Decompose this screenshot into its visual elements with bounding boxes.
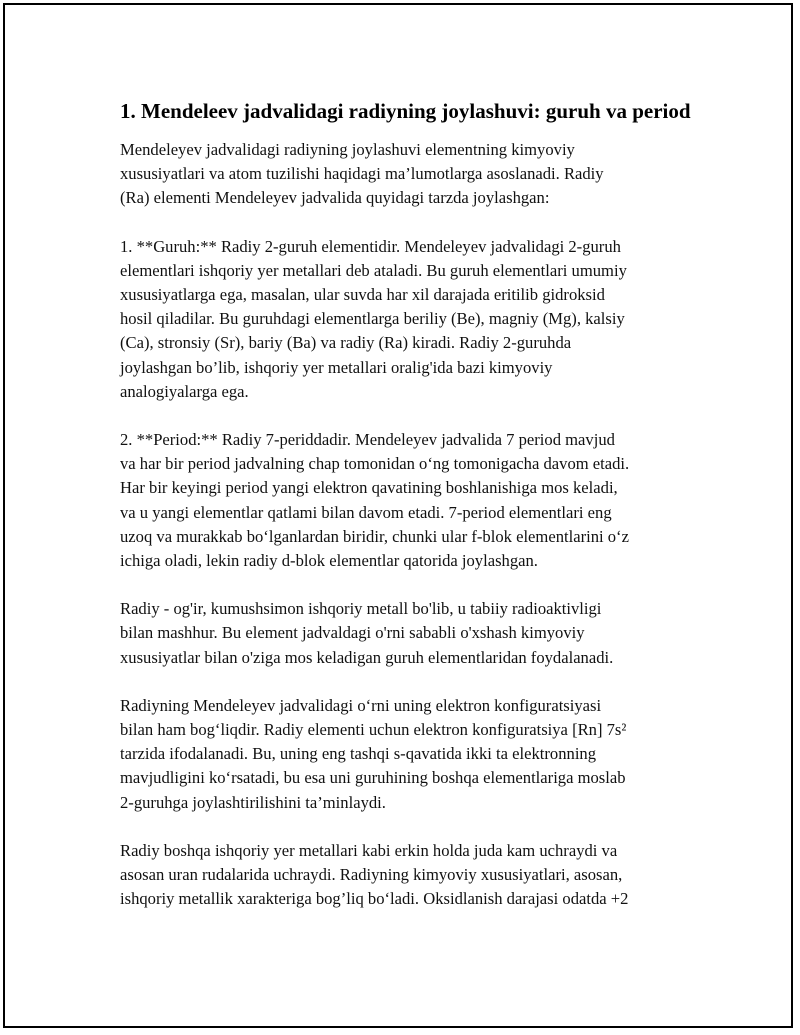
section-heading: 1. Mendeleev jadvalidagi radiyning joylashuvi: guruh va period — [120, 99, 691, 123]
document-body — [120, 97, 695, 935]
paragraph-period: 2. **Period:** Radiy 7-periddadir. Mendeleyev jadvalida 7 period mavjud va har bir period jadvalning chap tomonidan o‘ng tomonigacha davom etadi. Har bir keyingi period yangi elektron qavatining boshlanishiga mos keladi, va u yangi elementlar qatlami bilan davom etadi. 7-period elementlari eng uzoq va murakkab bo‘lganlardan biridir, chunki ular f-blok elementlarini o‘z ichiga oladi, lekin radiy d-blok elementlar qatorida joylashgan. — [120, 430, 630, 571]
paragraph-electron-configuration: Radiyning Mendeleyev jadvalidagi o‘rni uning elektron konfiguratsiyasi bilan ham bog‘liqdir. Radiy elementi uchun elektron konfiguratsiya [Rn] 7s² tarzida ifodalanadi. Bu, uning eng tashqi s-qavatida ikki ta elektronning mavjudligini ko‘rsatadi, bu esa uni guruhining boshqa elementlariga moslab 2-guruhga joylashtirilishini ta’minlaydi. — [120, 695, 627, 812]
paragraph-group: 1. **Guruh:** Radiy 2-guruh elementidir. Mendeleyev jadvalidagi 2-guruh elementlari ishqoriy yer metallari deb ataladi. Bu guruh elementlari umumiy xususiyatlarga ega, masalan, ular suvda har xil darajada eritilib gidroksid hosil qiladilar. Bu guruhdagi elementlarga beriliy (Be), magniy (Mg), kalsiy (Ca), stronsiy (Sr), bariy (Ba) va radiy (Ra) kiradi. Radiy 2-guruhda joylashgan bo’lib, ishqoriy yer metallari oralig'ida bazi kimyoviy analogiyalarga ega. — [120, 236, 627, 401]
document-page — [3, 3, 793, 1028]
paragraph-intro: Mendeleyev jadvalidagi radiyning joylashuvi elementning kimyoviy xususiyatlari va atom tuzilishi haqidagi ma’lumotlarga asoslanadi. Radiy (Ra) elementi Mendeleyev jadvalida quyidagi tarzda joylashgan: — [120, 140, 604, 208]
paragraph-occurrence: Radiy boshqa ishqoriy yer metallari kabi erkin holda juda kam uchraydi va asosan uran rudalarida uchraydi. Radiyning kimyoviy xususiyatlari, asosan, ishqoriy metallik xarakteriga bog’liq bo‘ladi. Oksidlanish darajasi odatda +2 — [120, 840, 629, 909]
paragraph-properties: Radiy - og'ir, kumushsimon ishqoriy metall bo'lib, u tabiiy radioaktivligi bilan mashhur. Bu element jadvaldagi o'rni sababli o'xshash kimyoviy xususiyatlar bilan o'ziga mos keladigan guruh elementlaridan foydalanadi. — [120, 599, 614, 667]
